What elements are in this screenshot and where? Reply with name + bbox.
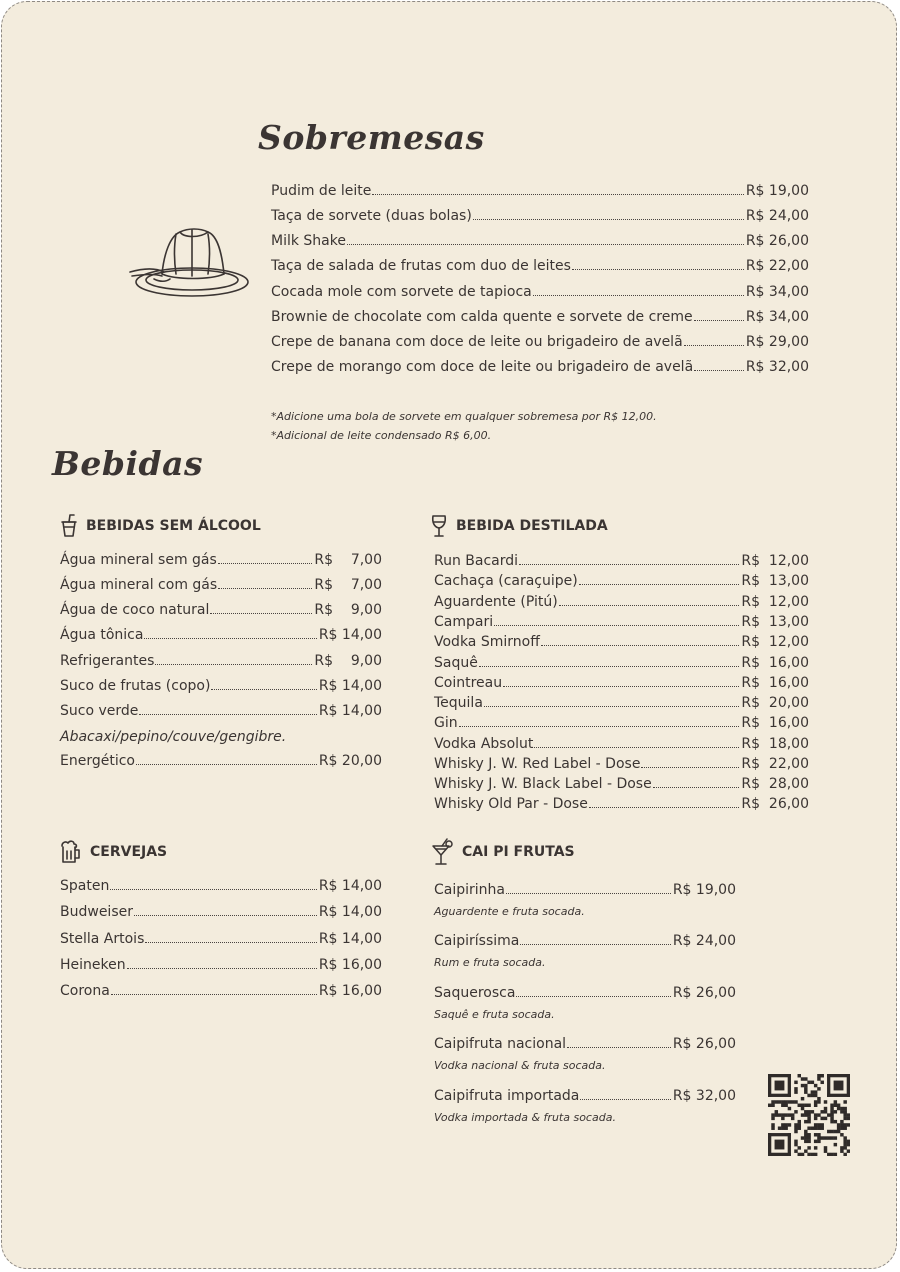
bebidas-title: Bebidas — [52, 444, 204, 483]
list-item: Vodka Absolut R$ 18,00 — [434, 736, 809, 752]
section-title-sem-alcool: BEBIDAS SEM ÁLCOOL — [60, 514, 261, 538]
item-description: Rum e fruta socada. — [434, 956, 546, 969]
cocktail-icon — [430, 838, 454, 866]
list-item: Tequila R$ 20,00 — [434, 695, 809, 711]
list-item: Refrigerantes R$ 9,00 — [60, 653, 382, 669]
list-item: Heineken R$ 16,00 — [60, 957, 382, 973]
menu-page — [1, 1, 897, 1269]
list-item: Spaten R$ 14,00 — [60, 878, 382, 894]
list-item: Caipiríssima R$ 24,00 — [434, 933, 736, 949]
list-item: Corona R$ 16,00 — [60, 983, 382, 999]
wine-glass-icon — [430, 514, 448, 538]
beer-mug-icon — [60, 840, 82, 864]
list-item: Budweiser R$ 14,00 — [60, 904, 382, 920]
list-item: Suco de frutas (copo) R$ 14,00 — [60, 678, 382, 694]
dessert-note: *Adicione uma bola de sorvete em qualquer sobremesa por R$ 12,00. — [271, 410, 657, 423]
list-item: Cointreau R$ 16,00 — [434, 675, 809, 691]
list-item: Brownie de chocolate com calda quente e sorvete de creme R$ 34,00 — [271, 309, 809, 325]
list-item: Pudim de leite R$ 19,00 — [271, 183, 809, 199]
list-item: Campari R$ 13,00 — [434, 614, 809, 630]
list-item: Caipifruta importada R$ 32,00 — [434, 1088, 736, 1104]
list-item: Crepe de banana com doce de leite ou brigadeiro de avelã R$ 29,00 — [271, 334, 809, 350]
section-title-cervejas: CERVEJAS — [60, 840, 167, 864]
list-item: Crepe de morango com doce de leite ou brigadeiro de avelã R$ 32,00 — [271, 359, 809, 375]
list-item: Vodka Smirnoff R$ 12,00 — [434, 634, 809, 650]
list-item: Whisky J. W. Black Label - Dose R$ 28,00 — [434, 776, 809, 792]
list-item: Cocada mole com sorvete de tapioca R$ 34,00 — [271, 284, 809, 300]
list-item: Gin R$ 16,00 — [434, 715, 809, 731]
list-item: Run Bacardi R$ 12,00 — [434, 553, 809, 569]
list-item: Água tônica R$ 14,00 — [60, 627, 382, 643]
item-description: Vodka importada & fruta socada. — [434, 1111, 616, 1124]
sobremesas-title: Sobremesas — [258, 118, 485, 157]
list-item: Água mineral sem gás R$ 7,00 — [60, 552, 382, 568]
list-item: Caipifruta nacional R$ 26,00 — [434, 1036, 736, 1052]
list-item: Whisky J. W. Red Label - Dose R$ 22,00 — [434, 756, 809, 772]
list-item: Suco verde R$ 14,00 — [60, 703, 382, 719]
list-item: Água de coco natural R$ 9,00 — [60, 602, 382, 618]
list-item: Caipirinha R$ 19,00 — [434, 882, 736, 898]
list-item: Taça de sorvete (duas bolas) R$ 24,00 — [271, 208, 809, 224]
item-description: Aguardente e fruta socada. — [434, 905, 585, 918]
dessert-note: *Adicional de leite condensado R$ 6,00. — [271, 429, 492, 442]
section-title-destilada: BEBIDA DESTILADA — [430, 514, 608, 538]
list-item: Aguardente (Pitú) R$ 12,00 — [434, 594, 809, 610]
list-item: Energético R$ 20,00 — [60, 753, 382, 769]
item-description: Vodka nacional & fruta socada. — [434, 1059, 606, 1072]
list-item: Saquê R$ 16,00 — [434, 655, 809, 671]
list-item: Água mineral com gás R$ 7,00 — [60, 577, 382, 593]
list-item: Whisky Old Par - Dose R$ 26,00 — [434, 796, 809, 812]
list-item: Milk Shake R$ 26,00 — [271, 233, 809, 249]
cup-straw-icon — [60, 514, 78, 538]
list-item: Taça de salada de frutas com duo de leites R$ 22,00 — [271, 258, 809, 274]
suco-verde-description: Abacaxi/pepino/couve/gengibre. — [60, 729, 287, 745]
qr-code[interactable] — [768, 1074, 850, 1156]
section-title-caipifrutas: CAI PI FRUTAS — [430, 838, 575, 866]
list-item: Stella Artois R$ 14,00 — [60, 931, 382, 947]
list-item: Cachaça (caraçuipe) R$ 13,00 — [434, 573, 809, 589]
list-item: Saquerosca R$ 26,00 — [434, 985, 736, 1001]
item-description: Saquê e fruta socada. — [434, 1008, 555, 1021]
pudding-icon — [126, 224, 254, 304]
